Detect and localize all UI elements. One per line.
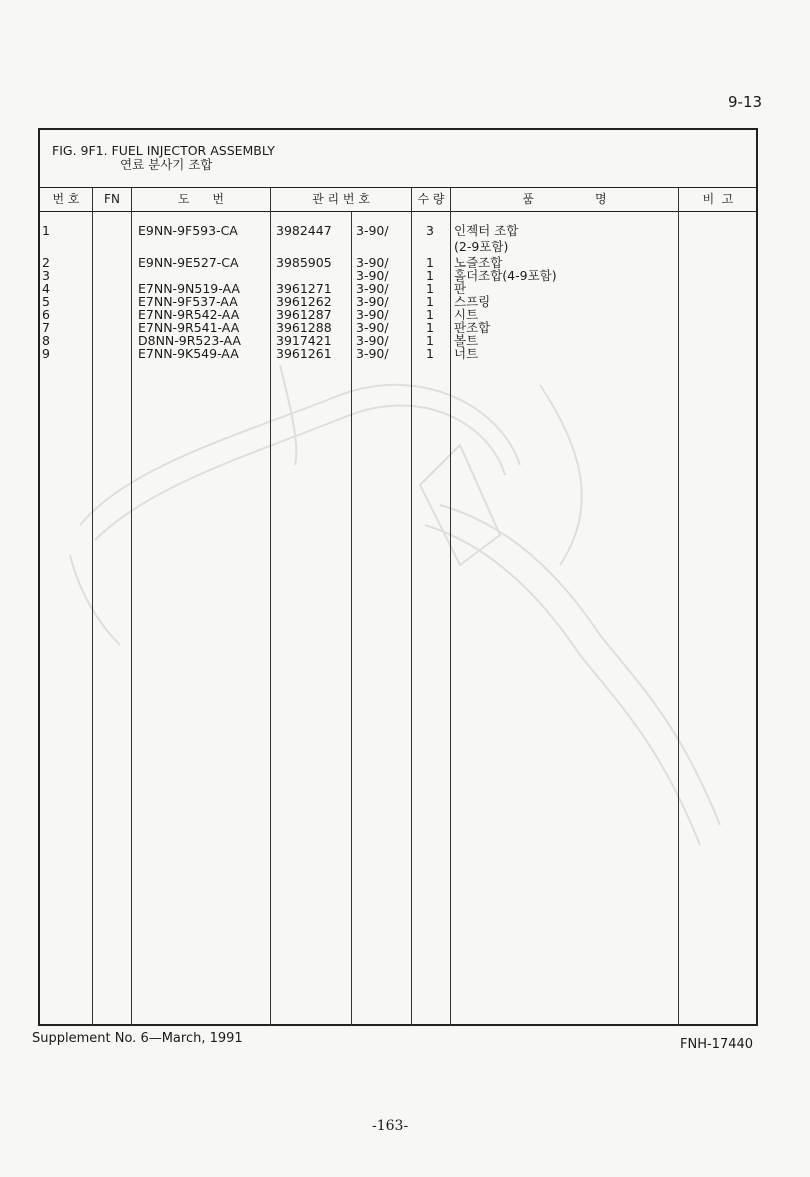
row-part-no: 3961261 [276, 346, 332, 361]
row-no: 4 [42, 281, 50, 296]
col-divider-fn [92, 188, 93, 1026]
row-quantity: 1 [426, 346, 434, 361]
row-no: 3 [42, 268, 50, 283]
row-code: 3-90/ [356, 307, 389, 322]
row-drawing-no: E9NN-9F593-CA [138, 223, 238, 238]
row-drawing-no: E7NN-9R541-AA [138, 320, 240, 335]
row-part-name: 인젝터 조합 [454, 223, 519, 238]
col-divider-drawing [131, 188, 132, 1026]
row-quantity: 1 [426, 307, 434, 322]
supplement-note: Supplement No. 6—March, 1991 [32, 1031, 243, 1046]
row-part-no: 3961271 [276, 281, 332, 296]
header-bottom-rule [38, 211, 758, 212]
header-part-name: 품 명 [522, 192, 607, 206]
row-part-no: 3985905 [276, 255, 332, 270]
row-part-no: 3961288 [276, 320, 332, 335]
row-drawing-no: E7NN-9K549-AA [138, 346, 239, 361]
figure-title: FIG. 9F1. FUEL INJECTOR ASSEMBLY [52, 143, 275, 158]
row-part-no: 3961287 [276, 307, 332, 322]
row-code: 3-90/ [356, 333, 389, 348]
row-no: 6 [42, 307, 50, 322]
row-part-name: 노즐조합 [454, 255, 503, 270]
row-quantity: 3 [426, 223, 434, 238]
row-quantity: 1 [426, 333, 434, 348]
row-part-name: 판 [454, 281, 467, 296]
row-no: 5 [42, 294, 50, 309]
row-code: 3-90/ [356, 255, 389, 270]
page-footer-number: -163- [372, 1118, 409, 1134]
col-divider-mgmt-inner [351, 211, 352, 1026]
row-part-no: 3917421 [276, 333, 332, 348]
header-remarks: 비 고 [702, 192, 734, 206]
row-drawing-no: D8NN-9R523-AA [138, 333, 241, 348]
row-code: 3-90/ [356, 268, 389, 283]
row-part-name: 홀더조합(4-9포함) [454, 268, 557, 283]
row-quantity: 1 [426, 268, 434, 283]
figure-subtitle: 연료 분사기 조합 [120, 157, 213, 172]
row-code: 3-90/ [356, 223, 389, 238]
row-code: 3-90/ [356, 294, 389, 309]
document-code: FNH-17440 [680, 1037, 754, 1052]
col-divider-name [450, 188, 451, 1026]
row-part-name: 볼트 [454, 333, 479, 348]
header-quantity: 수 량 [417, 192, 445, 206]
row-code: 3-90/ [356, 281, 389, 296]
col-divider-remarks [678, 188, 679, 1026]
row-part-name: 판조합 [454, 320, 491, 335]
header-fn: FN [104, 192, 120, 206]
row-code: 3-90/ [356, 346, 389, 361]
col-divider-mgmt [270, 188, 271, 1026]
row-part-name: 스프링 [454, 294, 491, 309]
header-no: 번 호 [52, 192, 80, 206]
header-top-rule [38, 187, 758, 188]
row-quantity: 1 [426, 294, 434, 309]
row-no: 1 [42, 223, 50, 238]
header-drawing-no: 도 번 [177, 192, 225, 206]
row-code: 3-90/ [356, 320, 389, 335]
row-part-no: 3982447 [276, 223, 332, 238]
row-part-name: 너트 [454, 346, 479, 361]
col-divider-qty [411, 188, 412, 1026]
row-no: 9 [42, 346, 50, 361]
row-part-no: 3961262 [276, 294, 332, 309]
row-drawing-no: E7NN-9N519-AA [138, 281, 240, 296]
row-quantity: 1 [426, 281, 434, 296]
row-drawing-no: E9NN-9E527-CA [138, 255, 239, 270]
row-part-name: 시트 [454, 307, 479, 322]
page-number: 9-13 [728, 93, 763, 111]
row-quantity: 1 [426, 255, 434, 270]
row-quantity: 1 [426, 320, 434, 335]
row-drawing-no: E7NN-9F537-AA [138, 294, 238, 309]
row-no: 2 [42, 255, 50, 270]
row-part-name: (2-9포함) [454, 239, 509, 254]
row-no: 7 [42, 320, 50, 335]
row-no: 8 [42, 333, 50, 348]
header-management-no: 관 리 번 호 [312, 192, 370, 206]
row-drawing-no: E7NN-9R542-AA [138, 307, 240, 322]
